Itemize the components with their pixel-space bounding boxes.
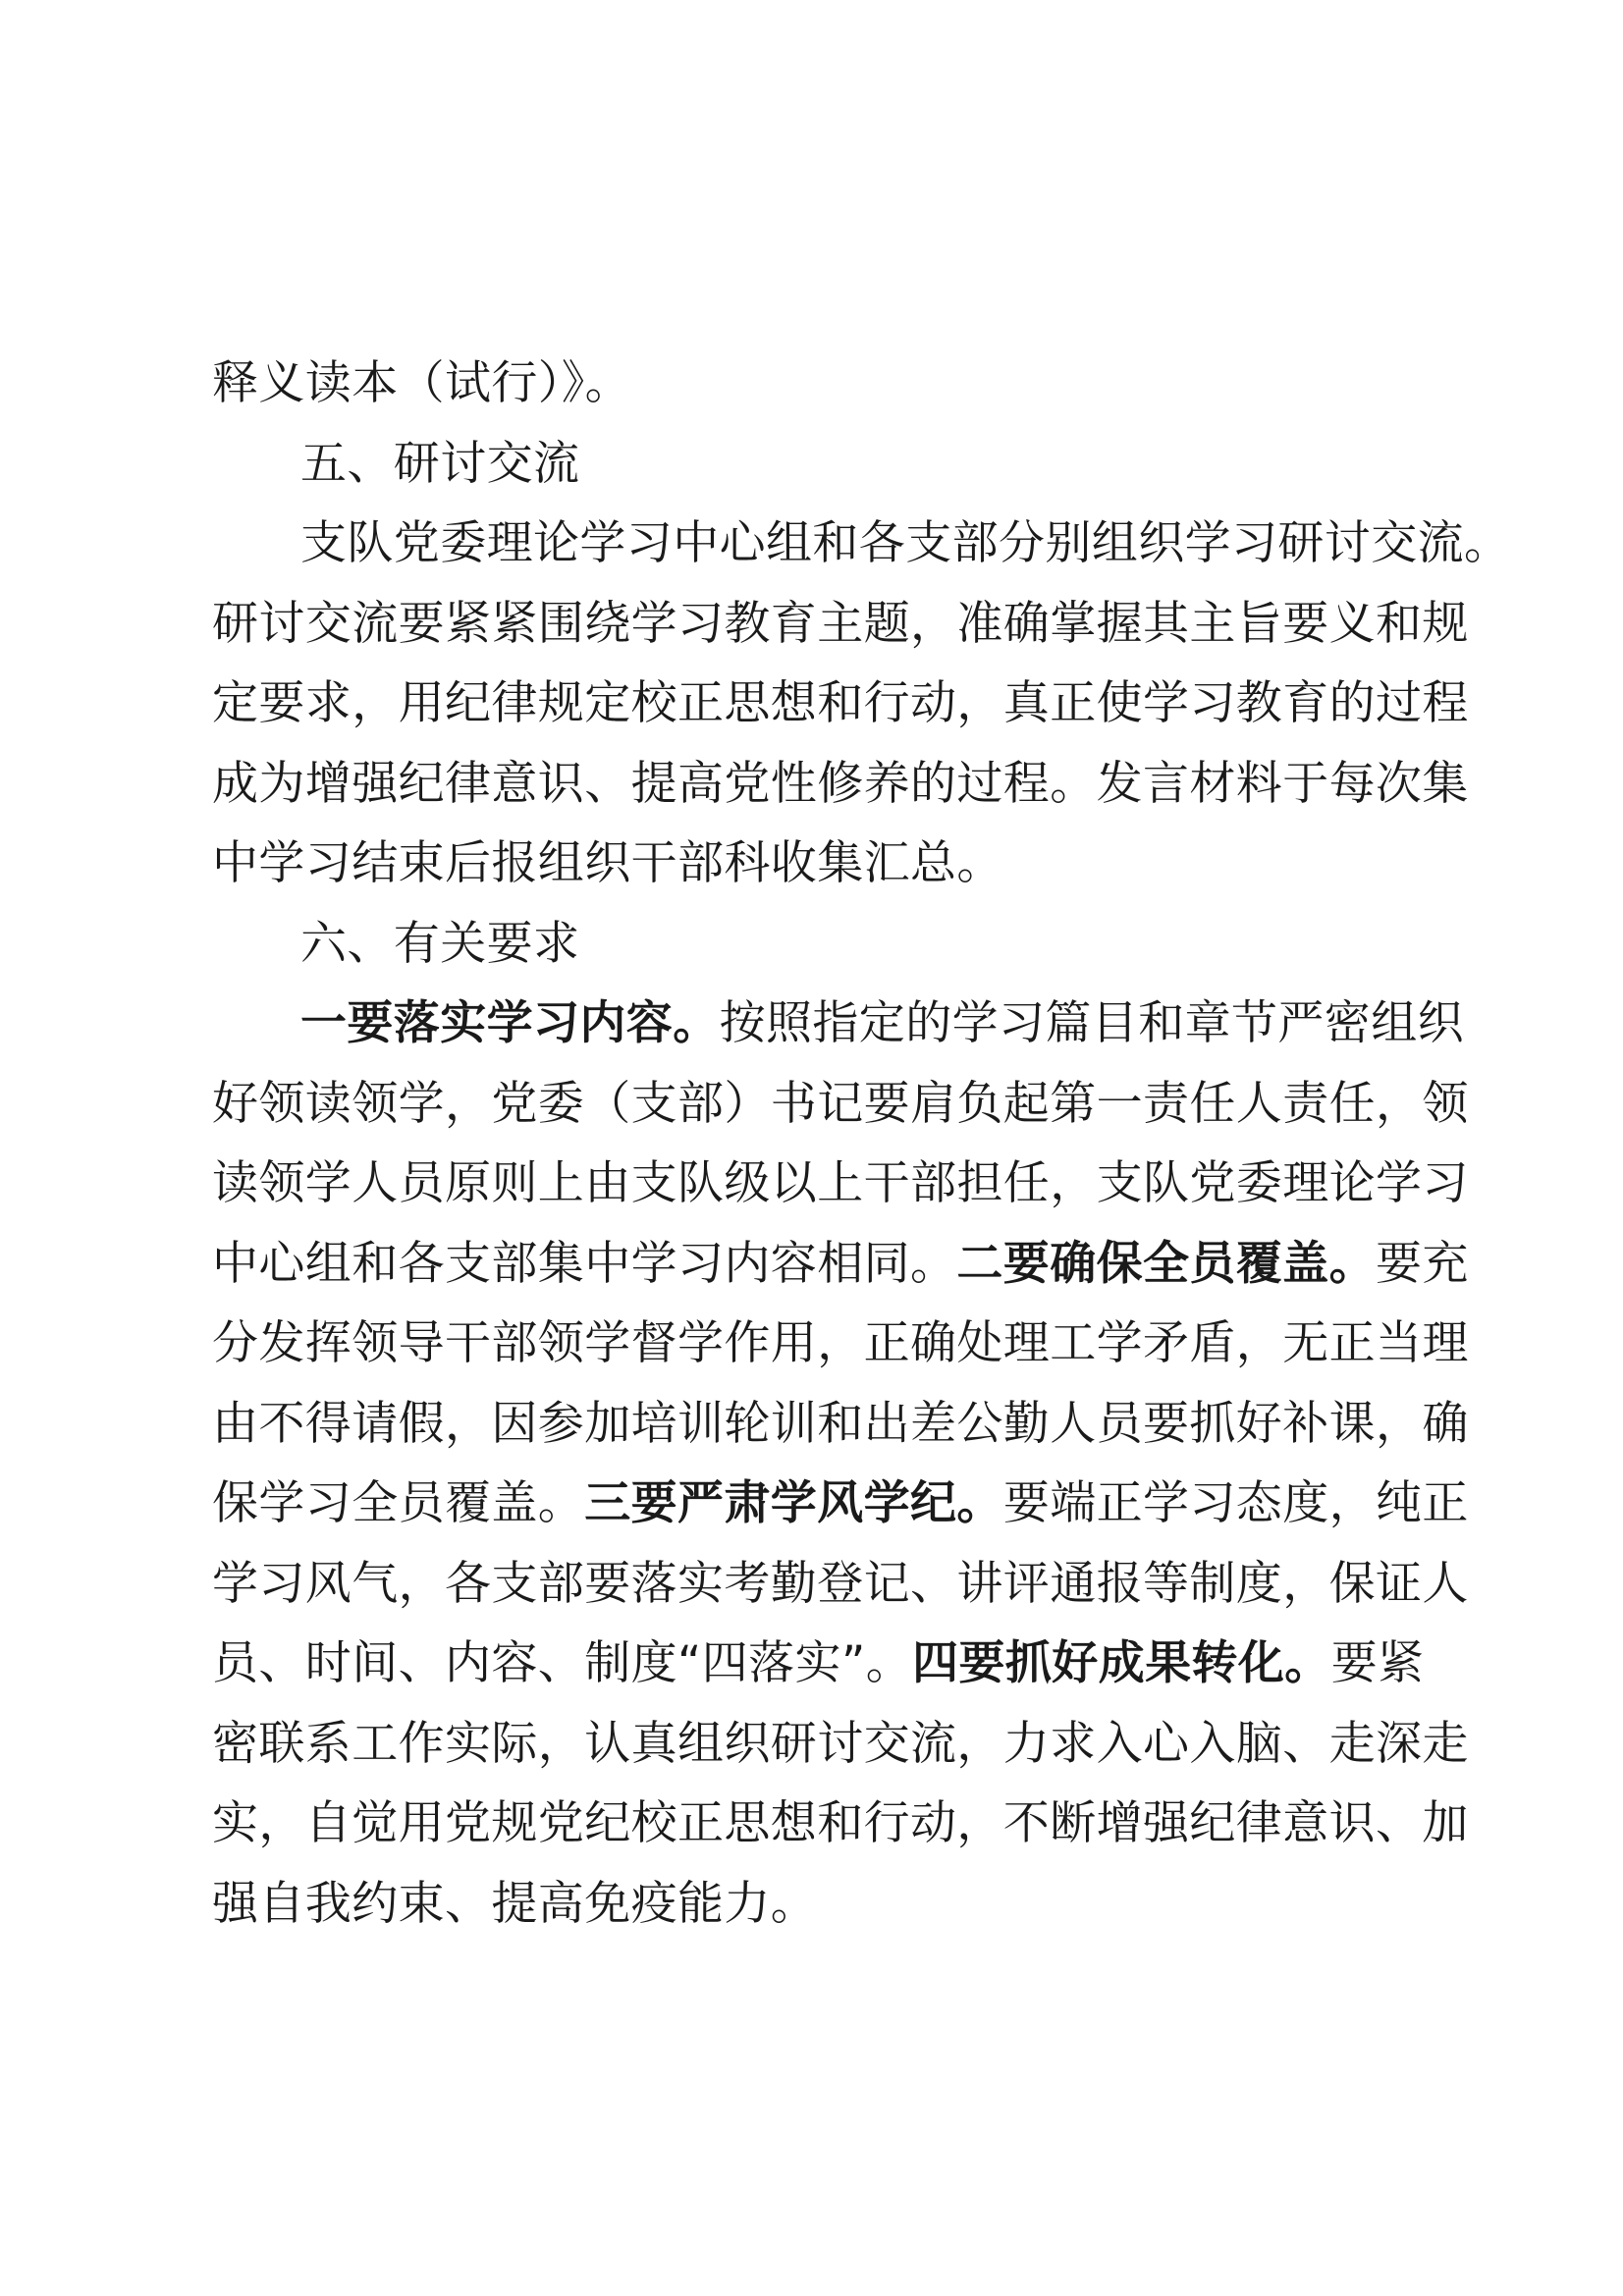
text-run: 读领学人员原则上由支队级以上干部担任，支队党委理论学习 bbox=[212, 1156, 1469, 1210]
text-run: 按照指定的学习篇目和章节严密组织 bbox=[719, 996, 1465, 1050]
text-run: 员、时间、内容、制度“四落实”。 bbox=[212, 1636, 913, 1690]
bold-point: 四要抓好成果转化。 bbox=[912, 1636, 1331, 1690]
bold-point: 二要确保全员覆盖。 bbox=[956, 1236, 1377, 1291]
text-run: 保学习全员覆盖。 bbox=[212, 1476, 585, 1530]
text-line bbox=[212, 744, 1469, 825]
text-line bbox=[212, 1464, 1469, 1544]
text-run: 要紧 bbox=[1330, 1636, 1425, 1690]
section-heading-discussion bbox=[212, 424, 1412, 505]
text-line bbox=[212, 1384, 1469, 1465]
bold-point: 三要严肃学风学纪。 bbox=[584, 1476, 1003, 1530]
heading-text: 六、有关要求 bbox=[300, 916, 580, 971]
text-run: 研讨交流要紧紧围绕学习教育主题，准确掌握其主旨要义和规 bbox=[212, 596, 1469, 651]
text-line bbox=[212, 664, 1469, 744]
text-line bbox=[212, 1304, 1469, 1384]
text-run: 中心组和各支部集中学习内容相同。 bbox=[212, 1236, 957, 1291]
text-line bbox=[212, 1144, 1469, 1224]
paragraph-start bbox=[212, 504, 1511, 584]
text-run: 定要求，用纪律规定校正思想和行动，真正使学习教育的过程 bbox=[212, 676, 1469, 730]
text-line bbox=[212, 1064, 1469, 1145]
text-line bbox=[212, 1704, 1469, 1785]
text-run: 由不得请假，因参加培训轮训和出差公勤人员要抓好补课，确 bbox=[212, 1396, 1469, 1451]
text-line bbox=[212, 1224, 1469, 1305]
text-run: 成为增强纪律意识、提高党性修养的过程。发言材料于每次集 bbox=[212, 756, 1469, 811]
text-line bbox=[212, 824, 1412, 904]
text-line bbox=[212, 1544, 1469, 1625]
text-run: 强自我约束、提高免疫能力。 bbox=[212, 1876, 818, 1931]
text-line bbox=[212, 584, 1469, 665]
text-run: 密联系工作实际，认真组织研讨交流，力求入心入脑、走深走 bbox=[212, 1716, 1469, 1771]
section-heading-requirements bbox=[212, 904, 1412, 985]
paragraph-start bbox=[212, 984, 1465, 1064]
text-line bbox=[212, 1784, 1469, 1864]
heading-text: 五、研讨交流 bbox=[300, 436, 580, 491]
text-run: 释义读本（试行）》。 bbox=[212, 356, 631, 410]
text-run: 要充 bbox=[1376, 1236, 1469, 1291]
text-run: 支队党委理论学习中心组和各支部分别组织学习研讨交流。 bbox=[300, 516, 1511, 570]
document-body bbox=[212, 344, 1511, 1944]
text-run: 要端正学习态度，纯正 bbox=[1002, 1476, 1469, 1530]
text-run: 好领读领学，党委（支部）书记要肩负起第一责任人责任，领 bbox=[212, 1076, 1469, 1131]
text-line bbox=[212, 1624, 1425, 1704]
text-run: 分发挥领导干部领学督学作用，正确处理工学矛盾，无正当理 bbox=[212, 1316, 1469, 1370]
text-run: 实，自觉用党规党纪校正思想和行动，不断增强纪律意识、加 bbox=[212, 1796, 1469, 1850]
text-run: 学习风气，各支部要落实考勤登记、讲评通报等制度，保证人 bbox=[212, 1556, 1469, 1611]
text-line bbox=[212, 344, 1412, 424]
text-run: 中学习结束后报组织干部科收集汇总。 bbox=[212, 836, 1003, 890]
text-line bbox=[212, 1864, 1412, 1945]
bold-point: 一要落实学习内容。 bbox=[300, 996, 720, 1050]
